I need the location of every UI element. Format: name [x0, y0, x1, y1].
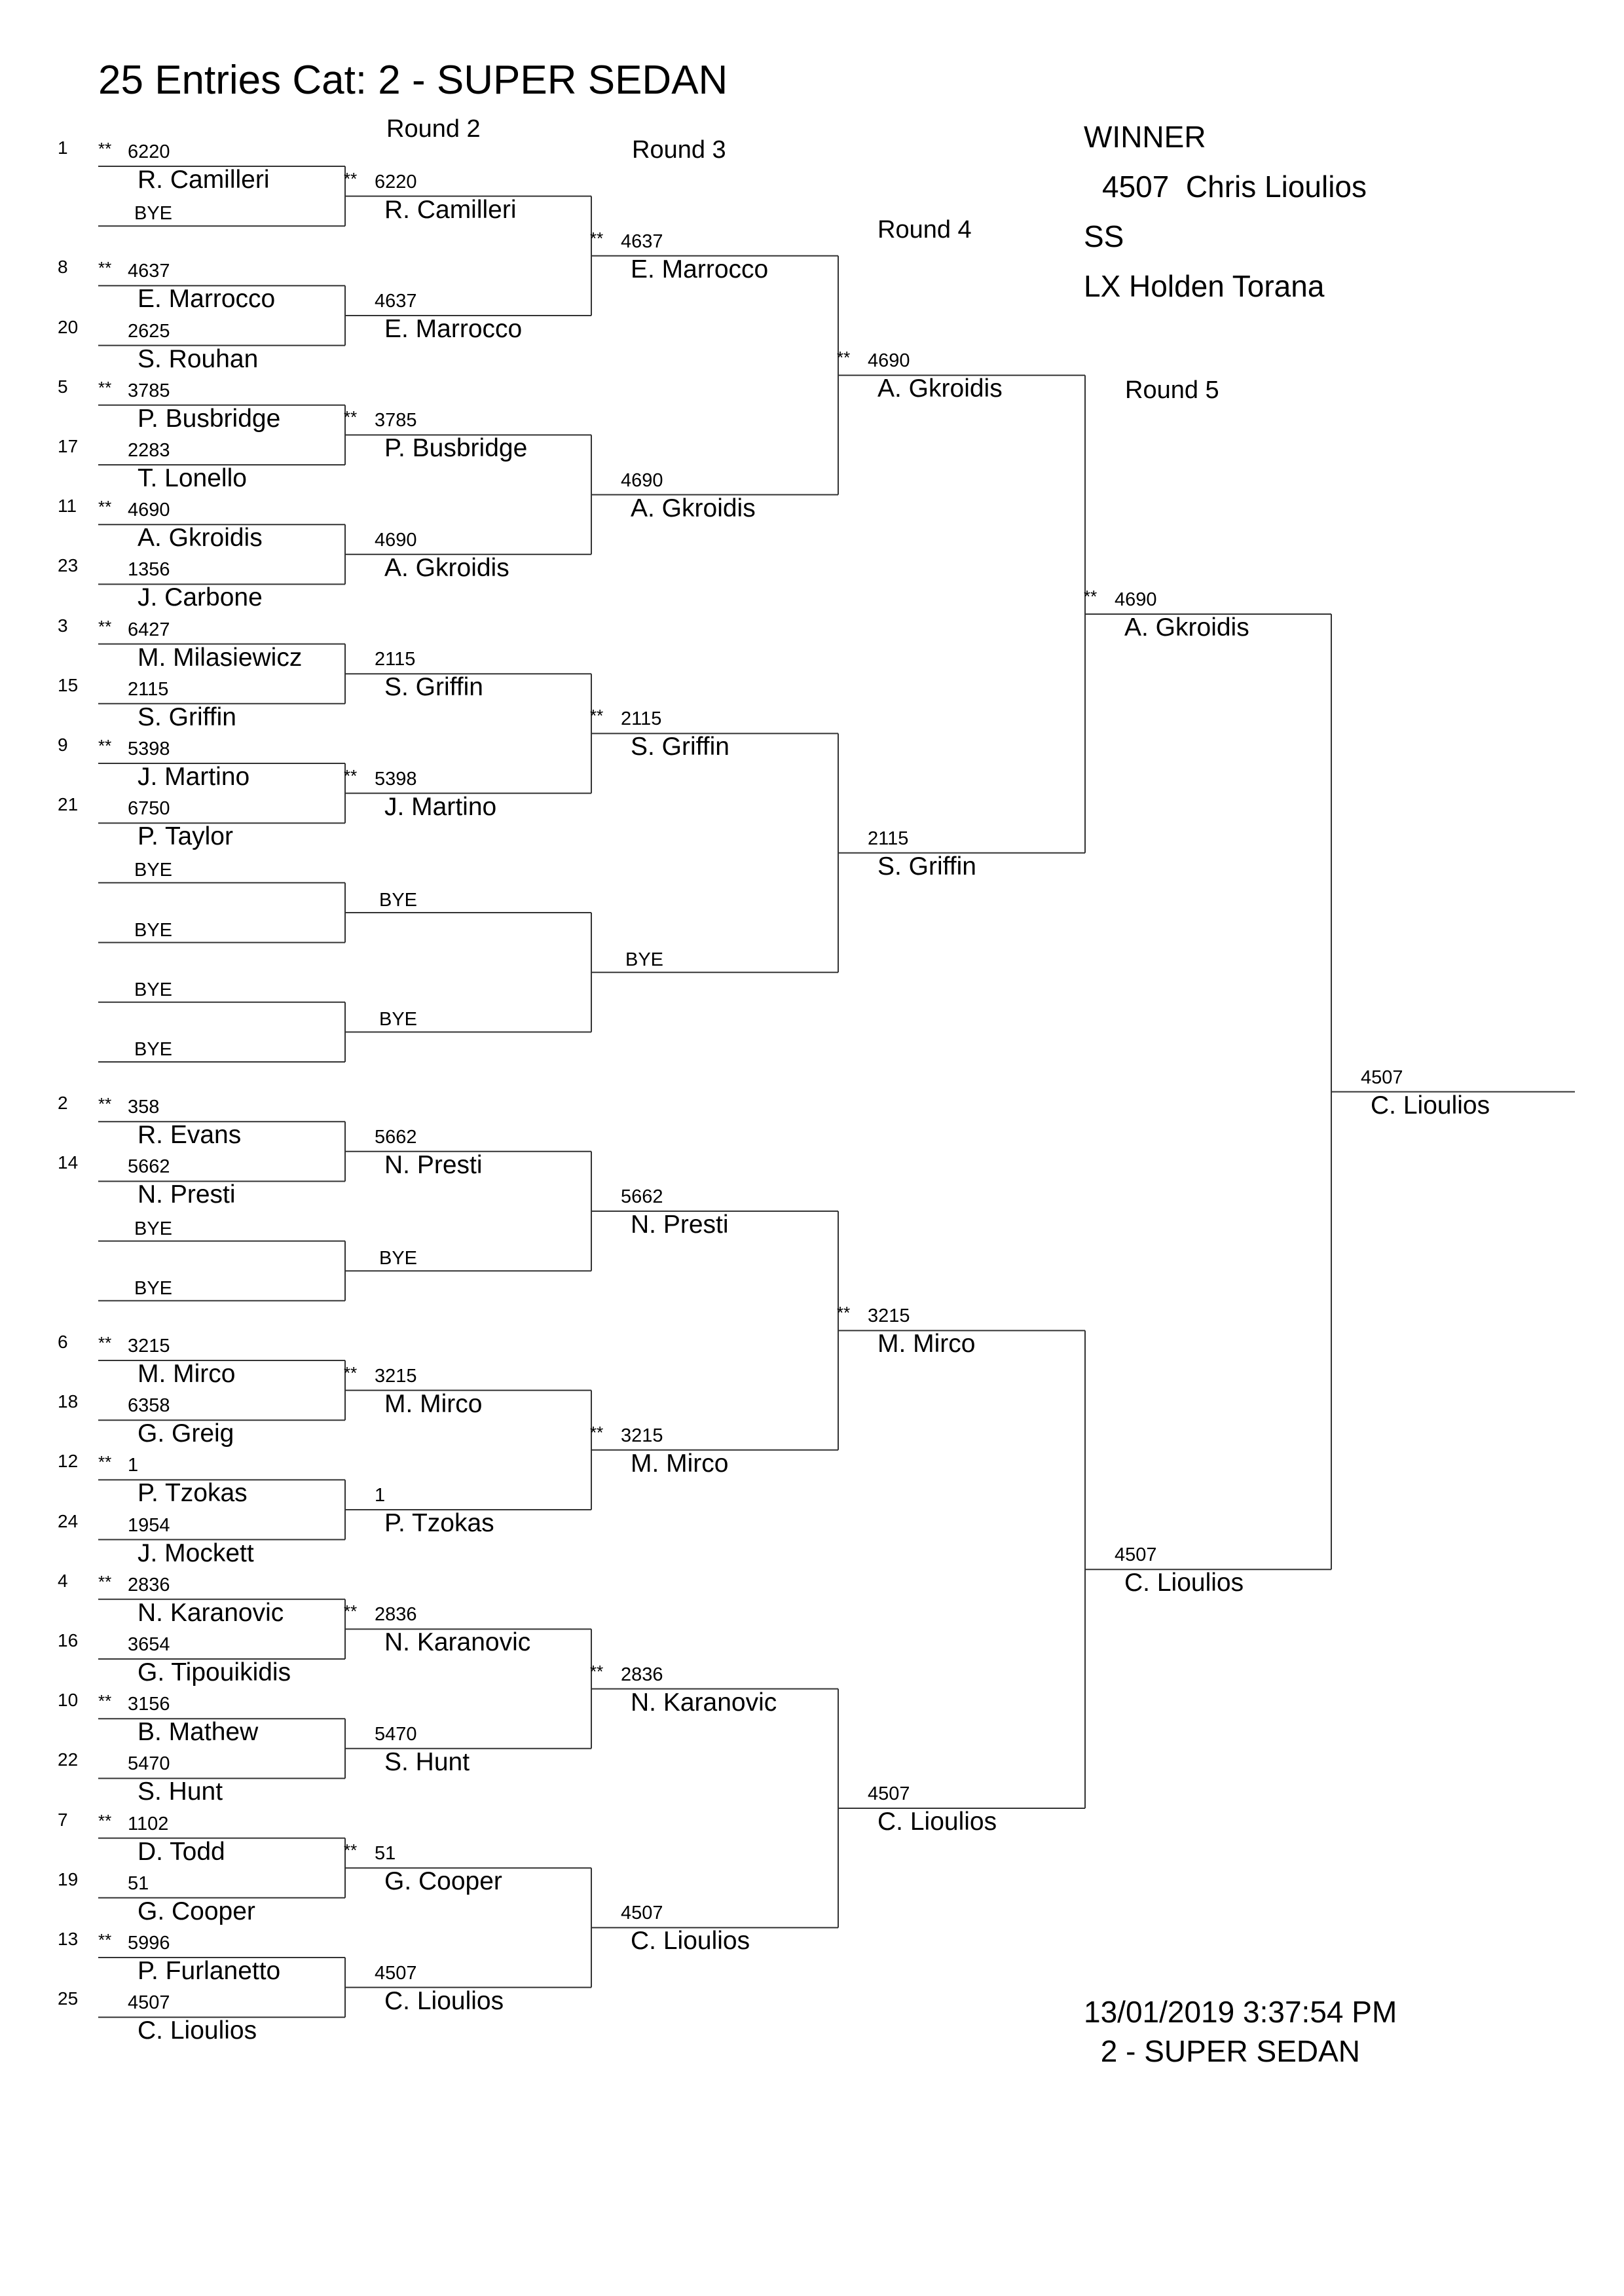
seed-number: 21: [58, 794, 79, 815]
bye-label: BYE: [134, 1218, 173, 1239]
entry-number: 3215: [621, 1425, 663, 1446]
entry-number: 5662: [128, 1156, 170, 1178]
seed-number: 19: [58, 1868, 79, 1889]
competitor-name: A. Gkroidis: [1124, 613, 1249, 642]
entry-number: 2283: [128, 440, 170, 461]
seed-number: 13: [58, 1929, 79, 1949]
seeded-marker: **: [98, 616, 112, 636]
entry-number: 358: [128, 1097, 160, 1118]
entry-number: 4637: [621, 230, 663, 252]
entry-number: 3215: [868, 1305, 910, 1327]
seeded-marker: **: [98, 736, 112, 756]
seed-number: 5: [58, 376, 68, 397]
entry-number: 1: [128, 1455, 139, 1476]
entry-number: 6750: [128, 798, 170, 820]
competitor-name: B. Mathew: [138, 1718, 259, 1747]
entry-number: 3215: [375, 1365, 417, 1387]
competitor-name: S. Hunt: [384, 1747, 470, 1776]
competitor-name: C. Lioulios: [384, 1986, 504, 2015]
seed-number: 22: [58, 1749, 79, 1770]
competitor-name: P. Taylor: [138, 822, 233, 851]
seeded-marker: **: [98, 1691, 112, 1711]
competitor-name: C. Lioulios: [138, 2016, 257, 2045]
competitor-name: M. Mirco: [631, 1449, 729, 1478]
round-4-label: Round 4: [877, 216, 972, 244]
seeded-marker: **: [344, 407, 358, 428]
seed-number: 4: [58, 1570, 68, 1591]
competitor-name: R. Camilleri: [138, 166, 270, 194]
competitor-name: C. Lioulios: [1124, 1569, 1244, 1597]
competitor-name: P. Busbridge: [138, 404, 281, 433]
round-3-label: Round 3: [632, 136, 726, 164]
entry-number: 4507: [621, 1903, 663, 1924]
winner-class: SS: [1084, 219, 1124, 253]
seeded-marker: **: [98, 258, 112, 278]
entry-number: 1954: [128, 1514, 170, 1536]
seeded-marker: **: [1084, 587, 1098, 606]
bye-label: BYE: [134, 860, 173, 881]
competitor-name: J. Mockett: [138, 1539, 254, 1567]
seed-number: 20: [58, 316, 79, 337]
entry-number: 4507: [1361, 1066, 1403, 1088]
competitor-name: G. Greig: [138, 1419, 234, 1448]
competitor-name: J. Martino: [138, 763, 250, 791]
entry-number: 4690: [868, 350, 910, 372]
winner-car: LX Holden Torana: [1084, 269, 1325, 303]
seeded-marker: **: [344, 1362, 358, 1383]
seed-number: 9: [58, 735, 68, 755]
seeded-marker: **: [344, 168, 358, 189]
competitor-name: G. Cooper: [138, 1897, 255, 1925]
entry-number: 4637: [375, 291, 417, 312]
competitor-name: E. Marrocco: [631, 255, 769, 283]
competitor-name: R. Camilleri: [384, 195, 517, 224]
bye-label: BYE: [134, 203, 173, 225]
seed-number: 16: [58, 1630, 79, 1650]
entry-number: 3785: [375, 410, 417, 431]
seed-number: 10: [58, 1690, 79, 1711]
entry-number: 5662: [621, 1186, 663, 1207]
seed-number: 8: [58, 257, 68, 278]
entry-number: 4507: [1115, 1544, 1157, 1566]
bye-label: BYE: [134, 1277, 173, 1299]
competitor-name: P. Tzokas: [138, 1479, 248, 1508]
entry-number: 4690: [128, 500, 170, 521]
bye-label: BYE: [625, 949, 664, 971]
seed-number: 7: [58, 1809, 68, 1830]
seeded-marker: **: [590, 706, 604, 726]
competitor-name: M. Milasiewicz: [138, 643, 303, 672]
seed-number: 17: [58, 436, 79, 456]
entry-number: 6220: [128, 141, 170, 162]
entry-number: 5398: [128, 738, 170, 759]
entry-number: 2115: [375, 649, 416, 670]
competitor-name: C. Lioulios: [1371, 1091, 1490, 1120]
seeded-marker: **: [98, 1333, 112, 1353]
competitor-name: N. Presti: [631, 1211, 729, 1239]
entry-number: 4690: [621, 469, 663, 491]
seeded-marker: **: [590, 1422, 604, 1442]
entry-number: 1356: [128, 559, 170, 581]
entry-number: 2836: [621, 1664, 663, 1685]
competitor-name: N. Karanovic: [631, 1688, 777, 1717]
seeded-marker: **: [590, 1661, 604, 1681]
entry-number: 4507: [128, 1992, 170, 2014]
competitor-name: A. Gkroidis: [138, 524, 263, 553]
entry-number: 6427: [128, 619, 170, 640]
seed-number: 6: [58, 1332, 68, 1352]
competitor-name: A. Gkroidis: [877, 374, 1003, 403]
seeded-marker: **: [98, 1452, 112, 1472]
entry-number: 4507: [375, 1962, 417, 1984]
seed-number: 25: [58, 1988, 79, 2009]
seeded-marker: **: [98, 497, 112, 517]
competitor-name: S. Griffin: [384, 673, 483, 702]
seeded-marker: **: [98, 1930, 112, 1950]
competitor-name: E. Marrocco: [138, 285, 276, 314]
entry-number: 1: [375, 1485, 386, 1506]
competitor-name: C. Lioulios: [877, 1808, 997, 1836]
competitor-name: N. Presti: [138, 1180, 236, 1209]
bye-label: BYE: [134, 1039, 173, 1060]
entry-number: 2836: [375, 1604, 417, 1626]
seeded-marker: **: [344, 1840, 358, 1861]
competitor-name: P. Busbridge: [384, 434, 528, 463]
seed-number: 24: [58, 1510, 79, 1531]
entry-number: 2115: [868, 828, 909, 849]
seed-number: 12: [58, 1451, 79, 1472]
competitor-name: G. Cooper: [384, 1867, 502, 1896]
bye-label: BYE: [379, 1009, 418, 1030]
entry-number: 6220: [375, 171, 417, 192]
seed-number: 14: [58, 1152, 79, 1173]
competitor-name: P. Furlanetto: [138, 1957, 281, 1985]
seeded-marker: **: [98, 1094, 112, 1114]
seeded-marker: **: [98, 139, 112, 158]
seeded-marker: **: [98, 1571, 112, 1592]
entry-number: 3654: [128, 1634, 170, 1655]
entry-number: 5470: [128, 1753, 170, 1775]
entry-number: 5662: [375, 1126, 417, 1148]
winner-entry: 4507 Chris Lioulios: [1102, 170, 1367, 204]
entry-number: 2836: [128, 1574, 170, 1595]
competitor-name: P. Tzokas: [384, 1509, 494, 1537]
competitor-name: E. Marrocco: [384, 315, 523, 343]
competitor-name: M. Mirco: [138, 1360, 236, 1388]
competitor-name: S. Hunt: [138, 1777, 223, 1806]
seed-number: 3: [58, 615, 68, 636]
competitor-name: M. Mirco: [384, 1389, 483, 1418]
seeded-marker: **: [344, 765, 358, 786]
seed-number: 18: [58, 1391, 79, 1412]
competitor-name: D. Todd: [138, 1837, 225, 1866]
entry-number: 51: [128, 1872, 149, 1894]
competitor-name: N. Karanovic: [138, 1598, 284, 1627]
competitor-name: S. Griffin: [138, 702, 236, 731]
competitor-name: T. Lonello: [138, 464, 247, 492]
entry-number: 4637: [128, 261, 170, 282]
seed-number: 1: [58, 137, 68, 158]
entry-number: 2115: [621, 708, 662, 730]
seeded-marker: **: [590, 228, 604, 248]
entry-number: 3215: [128, 1336, 170, 1357]
entry-number: 4690: [375, 529, 417, 551]
competitor-name: J. Martino: [384, 792, 497, 821]
entry-number: 3156: [128, 1694, 170, 1715]
competitor-name: S. Rouhan: [138, 344, 259, 373]
bye-label: BYE: [379, 890, 418, 911]
entry-number: 5996: [128, 1933, 170, 1954]
round-2-label: Round 2: [386, 115, 481, 143]
winner-heading: WINNER: [1084, 120, 1206, 154]
entry-number: 6358: [128, 1395, 170, 1417]
competitor-name: A. Gkroidis: [384, 553, 509, 582]
seeded-marker: **: [837, 1303, 851, 1323]
entry-number: 5398: [375, 768, 417, 790]
seeded-marker: **: [98, 377, 112, 397]
competitor-name: S. Griffin: [631, 733, 729, 761]
entry-number: 3785: [128, 380, 170, 401]
competitor-name: J. Carbone: [138, 583, 263, 612]
seed-number: 23: [58, 555, 79, 576]
seeded-marker: **: [837, 348, 851, 368]
page-title: 25 Entries Cat: 2 - SUPER SEDAN: [98, 58, 728, 103]
bye-label: BYE: [379, 1248, 418, 1269]
entry-number: 2115: [128, 678, 169, 700]
entry-number: 51: [375, 1843, 396, 1865]
entry-number: 4507: [868, 1783, 910, 1804]
entry-number: 4690: [1115, 589, 1157, 610]
entry-number: 2625: [128, 320, 170, 342]
print-timestamp: 13/01/2019 3:37:54 PM: [1084, 1995, 1397, 2029]
seed-number: 15: [58, 674, 79, 695]
seeded-marker: **: [344, 1601, 358, 1622]
competitor-name: R. Evans: [138, 1121, 242, 1150]
seed-number: 11: [58, 496, 77, 517]
competitor-name: N. Karanovic: [384, 1628, 531, 1657]
entry-number: 5470: [375, 1723, 417, 1745]
bye-label: BYE: [134, 979, 173, 1000]
bye-label: BYE: [134, 919, 173, 941]
competitor-name: S. Griffin: [877, 852, 976, 881]
seeded-marker: **: [98, 1810, 112, 1831]
competitor-name: M. Mirco: [877, 1330, 976, 1358]
competitor-name: C. Lioulios: [631, 1927, 750, 1956]
entry-number: 1102: [128, 1813, 169, 1834]
competitor-name: G. Tipouikidis: [138, 1658, 291, 1686]
round-5-label: Round 5: [1125, 376, 1219, 404]
competitor-name: A. Gkroidis: [631, 494, 756, 522]
seed-number: 2: [58, 1093, 68, 1114]
competitor-name: N. Presti: [384, 1150, 483, 1179]
footer-category: 2 - SUPER SEDAN: [1092, 2034, 1360, 2068]
